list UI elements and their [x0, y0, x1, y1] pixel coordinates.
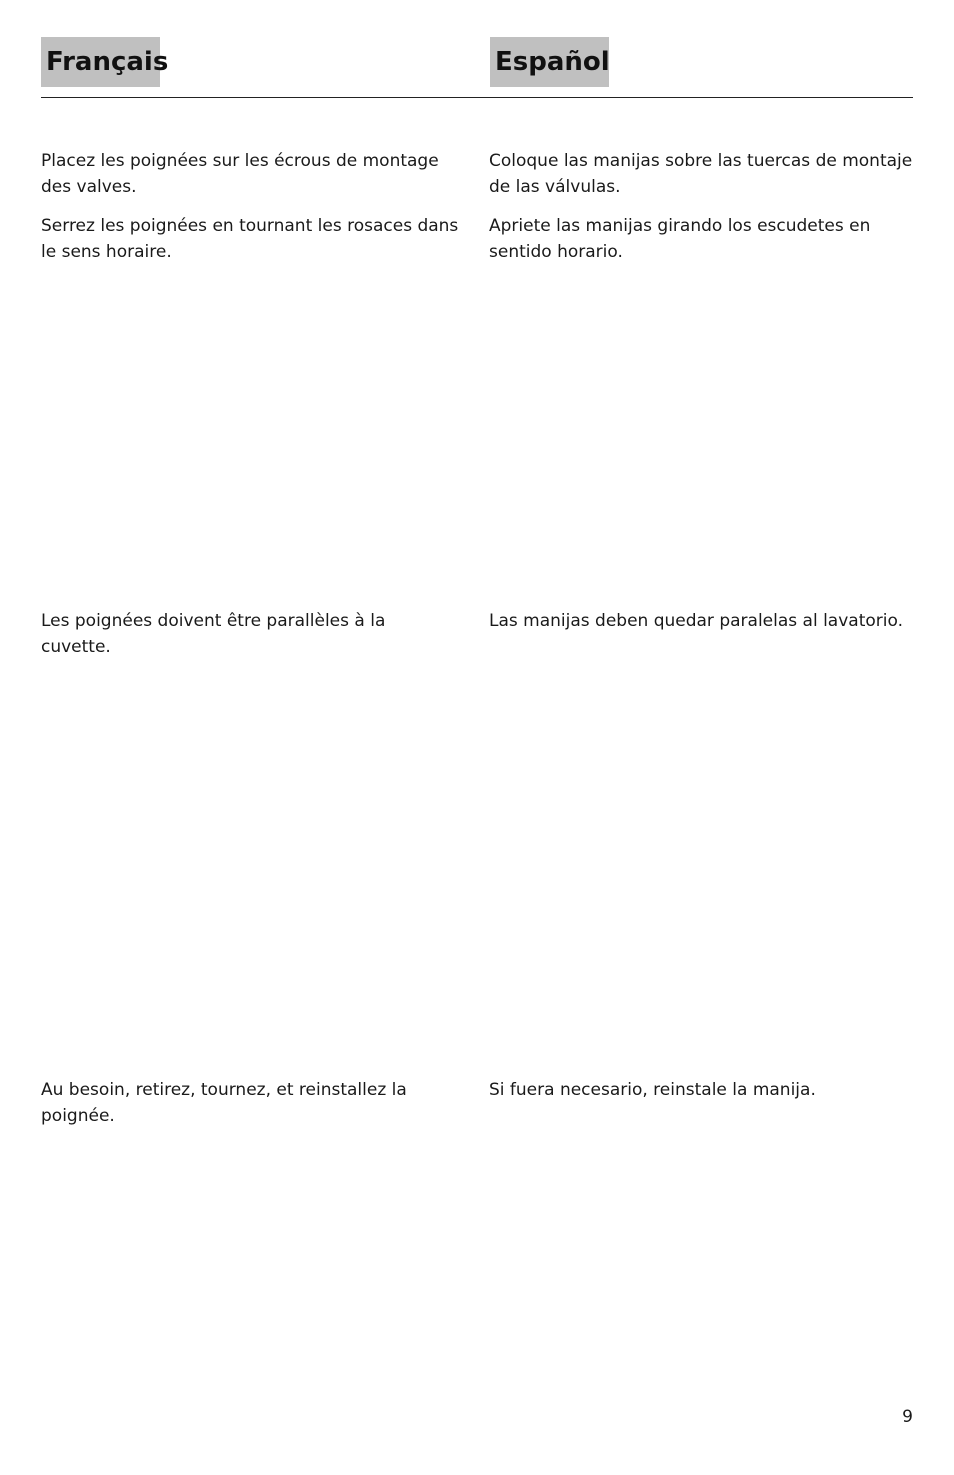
- fr-instruction-tighten-handles: Serrez les poignées en tournant les rosaces dans le sens horaire.: [41, 216, 459, 262]
- fr-instruction-parallel: Les poignées doivent être parallèles à la cuvette.: [41, 611, 386, 657]
- es-instruction-reinstall: Si fuera necesario, reinstale la manija.: [489, 1080, 816, 1100]
- fr-instruction-reinstall: Au besoin, retirez, tournez, et reinstallez la poignée.: [41, 1080, 407, 1126]
- es-instruction-place-handles: Coloque las manijas sobre las tuercas de montaje de las válvulas.: [489, 151, 913, 197]
- es-instruction-tighten-handles: Apriete las manijas girando los escudetes en sentido horario.: [489, 216, 871, 262]
- page-number: 9: [902, 1407, 913, 1427]
- es-instruction-parallel: Las manijas deben quedar paralelas al lavatorio.: [489, 611, 903, 631]
- fr-instruction-place-handles: Placez les poignées sur les écrous de montage des valves.: [41, 151, 439, 197]
- header-divider: [41, 97, 913, 98]
- heading-francais: Français: [41, 37, 160, 87]
- heading-espanol: Español: [490, 37, 609, 87]
